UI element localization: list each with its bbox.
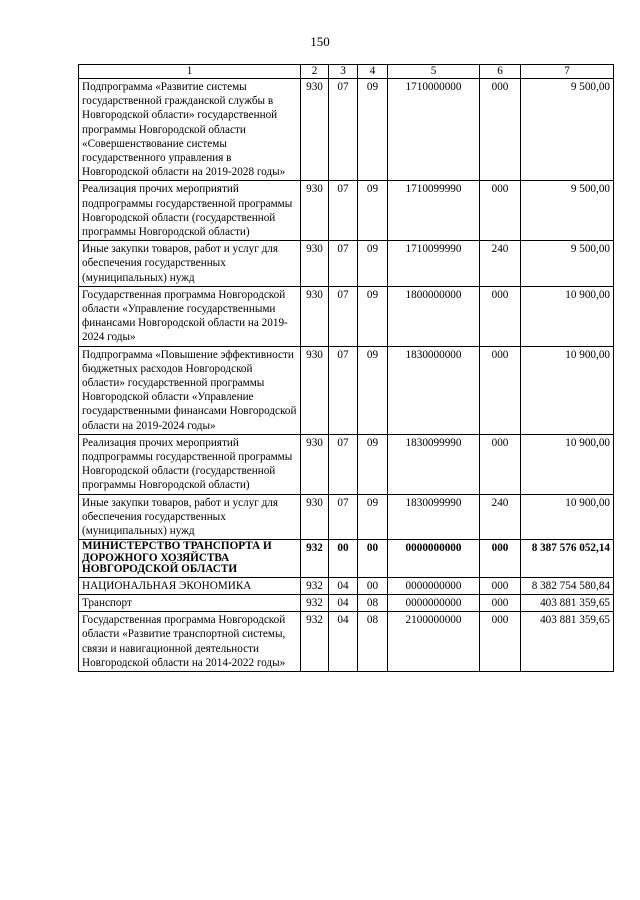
row-name-cell: Реализация прочих мероприятий подпрограммы государственной программы Новгородской области (государственной программы Новгородской области) (79, 434, 301, 494)
table-row (79, 494, 614, 540)
row-ved-cell: 930 (301, 79, 329, 181)
row-ved-cell: 932 (301, 577, 329, 594)
table-row (79, 540, 614, 578)
row-amount-cell: 10 900,00 (521, 286, 614, 346)
row-ved-cell: 932 (301, 595, 329, 612)
row-subsection-cell: 09 (358, 181, 388, 241)
row-ved-cell: 932 (301, 540, 329, 578)
row-ved-cell: 930 (301, 494, 329, 540)
column-header: 6 (480, 65, 521, 79)
row-section-cell: 07 (329, 434, 358, 494)
row-name-cell: Иные закупки товаров, работ и услуг для обеспечения государственных (муниципальных) нужд (79, 241, 301, 287)
row-name-cell: Иные закупки товаров, работ и услуг для обеспечения государственных (муниципальных) нужд (79, 494, 301, 540)
row-amount-cell: 10 900,00 (521, 346, 614, 434)
column-header-row (79, 65, 614, 79)
row-target-article-cell: 1710099990 (388, 181, 480, 241)
row-section-cell: 00 (329, 540, 358, 578)
table-row (79, 346, 614, 434)
row-expense-type-cell: 000 (480, 434, 521, 494)
row-ved-cell: 930 (301, 346, 329, 434)
row-section-cell: 04 (329, 595, 358, 612)
row-amount-cell: 10 900,00 (521, 494, 614, 540)
row-name-cell: Государственная программа Новгородской области «Управление государственными финансами Новгородской области на 2019-2024 годы» (79, 286, 301, 346)
row-subsection-cell: 09 (358, 241, 388, 287)
row-expense-type-cell: 240 (480, 494, 521, 540)
row-target-article-cell: 1710099990 (388, 241, 480, 287)
row-section-cell: 07 (329, 494, 358, 540)
row-expense-type-cell: 000 (480, 595, 521, 612)
column-header: 5 (388, 65, 480, 79)
row-name-cell: Государственная программа Новгородской области «Развитие транспортной системы, связи и навигационной деятельности Новгородской области на 2014-2022 годы» (79, 612, 301, 672)
row-name-cell: Подпрограмма «Развитие системы государственной гражданской службы в Новгородской области» государственной программы Новгородской области «Совершенствование системы государственного управления в Новгородской области на 2019-2028 годы» (79, 79, 301, 181)
row-name-cell: НАЦИОНАЛЬНАЯ ЭКОНОМИКА (79, 577, 301, 594)
row-section-cell: 04 (329, 577, 358, 594)
row-amount-cell: 9 500,00 (521, 241, 614, 287)
row-target-article-cell: 1830099990 (388, 494, 480, 540)
row-name-cell: Реализация прочих мероприятий подпрограммы государственной программы Новгородской области (государственной программы Новгородской области) (79, 181, 301, 241)
row-amount-cell: 9 500,00 (521, 181, 614, 241)
row-subsection-cell: 09 (358, 346, 388, 434)
row-expense-type-cell: 000 (480, 286, 521, 346)
table-row (79, 79, 614, 181)
table-row (79, 286, 614, 346)
row-expense-type-cell: 000 (480, 79, 521, 181)
row-section-cell: 04 (329, 612, 358, 672)
row-amount-cell: 8 382 754 580,84 (521, 577, 614, 594)
row-amount-cell: 403 881 359,65 (521, 612, 614, 672)
row-subsection-cell: 09 (358, 286, 388, 346)
table-row (79, 181, 614, 241)
row-name-cell: МИНИСТЕРСТВО ТРАНСПОРТА И ДОРОЖНОГО ХОЗЯЙСТВА НОВГОРОДСКОЙ ОБЛАСТИ (79, 540, 301, 578)
column-header: 4 (358, 65, 388, 79)
row-ved-cell: 930 (301, 434, 329, 494)
row-section-cell: 07 (329, 181, 358, 241)
row-expense-type-cell: 000 (480, 346, 521, 434)
row-amount-cell: 8 387 576 052,14 (521, 540, 614, 578)
row-ved-cell: 930 (301, 181, 329, 241)
row-section-cell: 07 (329, 79, 358, 181)
table-row (79, 434, 614, 494)
row-target-article-cell: 0000000000 (388, 595, 480, 612)
table-row (79, 612, 614, 672)
row-target-article-cell: 1710000000 (388, 79, 480, 181)
row-name-cell: Подпрограмма «Повышение эффективности бюджетных расходов Новгородской области» государственной программы Новгородской области «Управление государственными финансами Новгородской области на 2019-2024 годы» (79, 346, 301, 434)
column-header: 3 (329, 65, 358, 79)
row-target-article-cell: 1800000000 (388, 286, 480, 346)
row-section-cell: 07 (329, 346, 358, 434)
row-target-article-cell: 0000000000 (388, 540, 480, 578)
row-subsection-cell: 09 (358, 434, 388, 494)
row-subsection-cell: 08 (358, 612, 388, 672)
row-amount-cell: 9 500,00 (521, 79, 614, 181)
table-row (79, 577, 614, 594)
row-ved-cell: 932 (301, 612, 329, 672)
row-subsection-cell: 00 (358, 540, 388, 578)
column-header: 7 (521, 65, 614, 79)
row-subsection-cell: 09 (358, 494, 388, 540)
row-target-article-cell: 1830099990 (388, 434, 480, 494)
row-expense-type-cell: 000 (480, 612, 521, 672)
row-section-cell: 07 (329, 286, 358, 346)
row-ved-cell: 930 (301, 286, 329, 346)
row-expense-type-cell: 240 (480, 241, 521, 287)
column-header: 1 (79, 65, 301, 79)
row-subsection-cell: 08 (358, 595, 388, 612)
row-ved-cell: 930 (301, 241, 329, 287)
page-number: 150 (310, 34, 330, 49)
row-subsection-cell: 00 (358, 577, 388, 594)
column-header: 2 (301, 65, 329, 79)
row-target-article-cell: 1830000000 (388, 346, 480, 434)
table-row (79, 241, 614, 287)
row-expense-type-cell: 000 (480, 540, 521, 578)
table-row (79, 595, 614, 612)
row-expense-type-cell: 000 (480, 577, 521, 594)
row-target-article-cell: 2100000000 (388, 612, 480, 672)
row-amount-cell: 403 881 359,65 (521, 595, 614, 612)
row-section-cell: 07 (329, 241, 358, 287)
row-expense-type-cell: 000 (480, 181, 521, 241)
row-amount-cell: 10 900,00 (521, 434, 614, 494)
budget-table (78, 64, 614, 672)
row-name-cell: Транспорт (79, 595, 301, 612)
row-subsection-cell: 09 (358, 79, 388, 181)
row-target-article-cell: 0000000000 (388, 577, 480, 594)
